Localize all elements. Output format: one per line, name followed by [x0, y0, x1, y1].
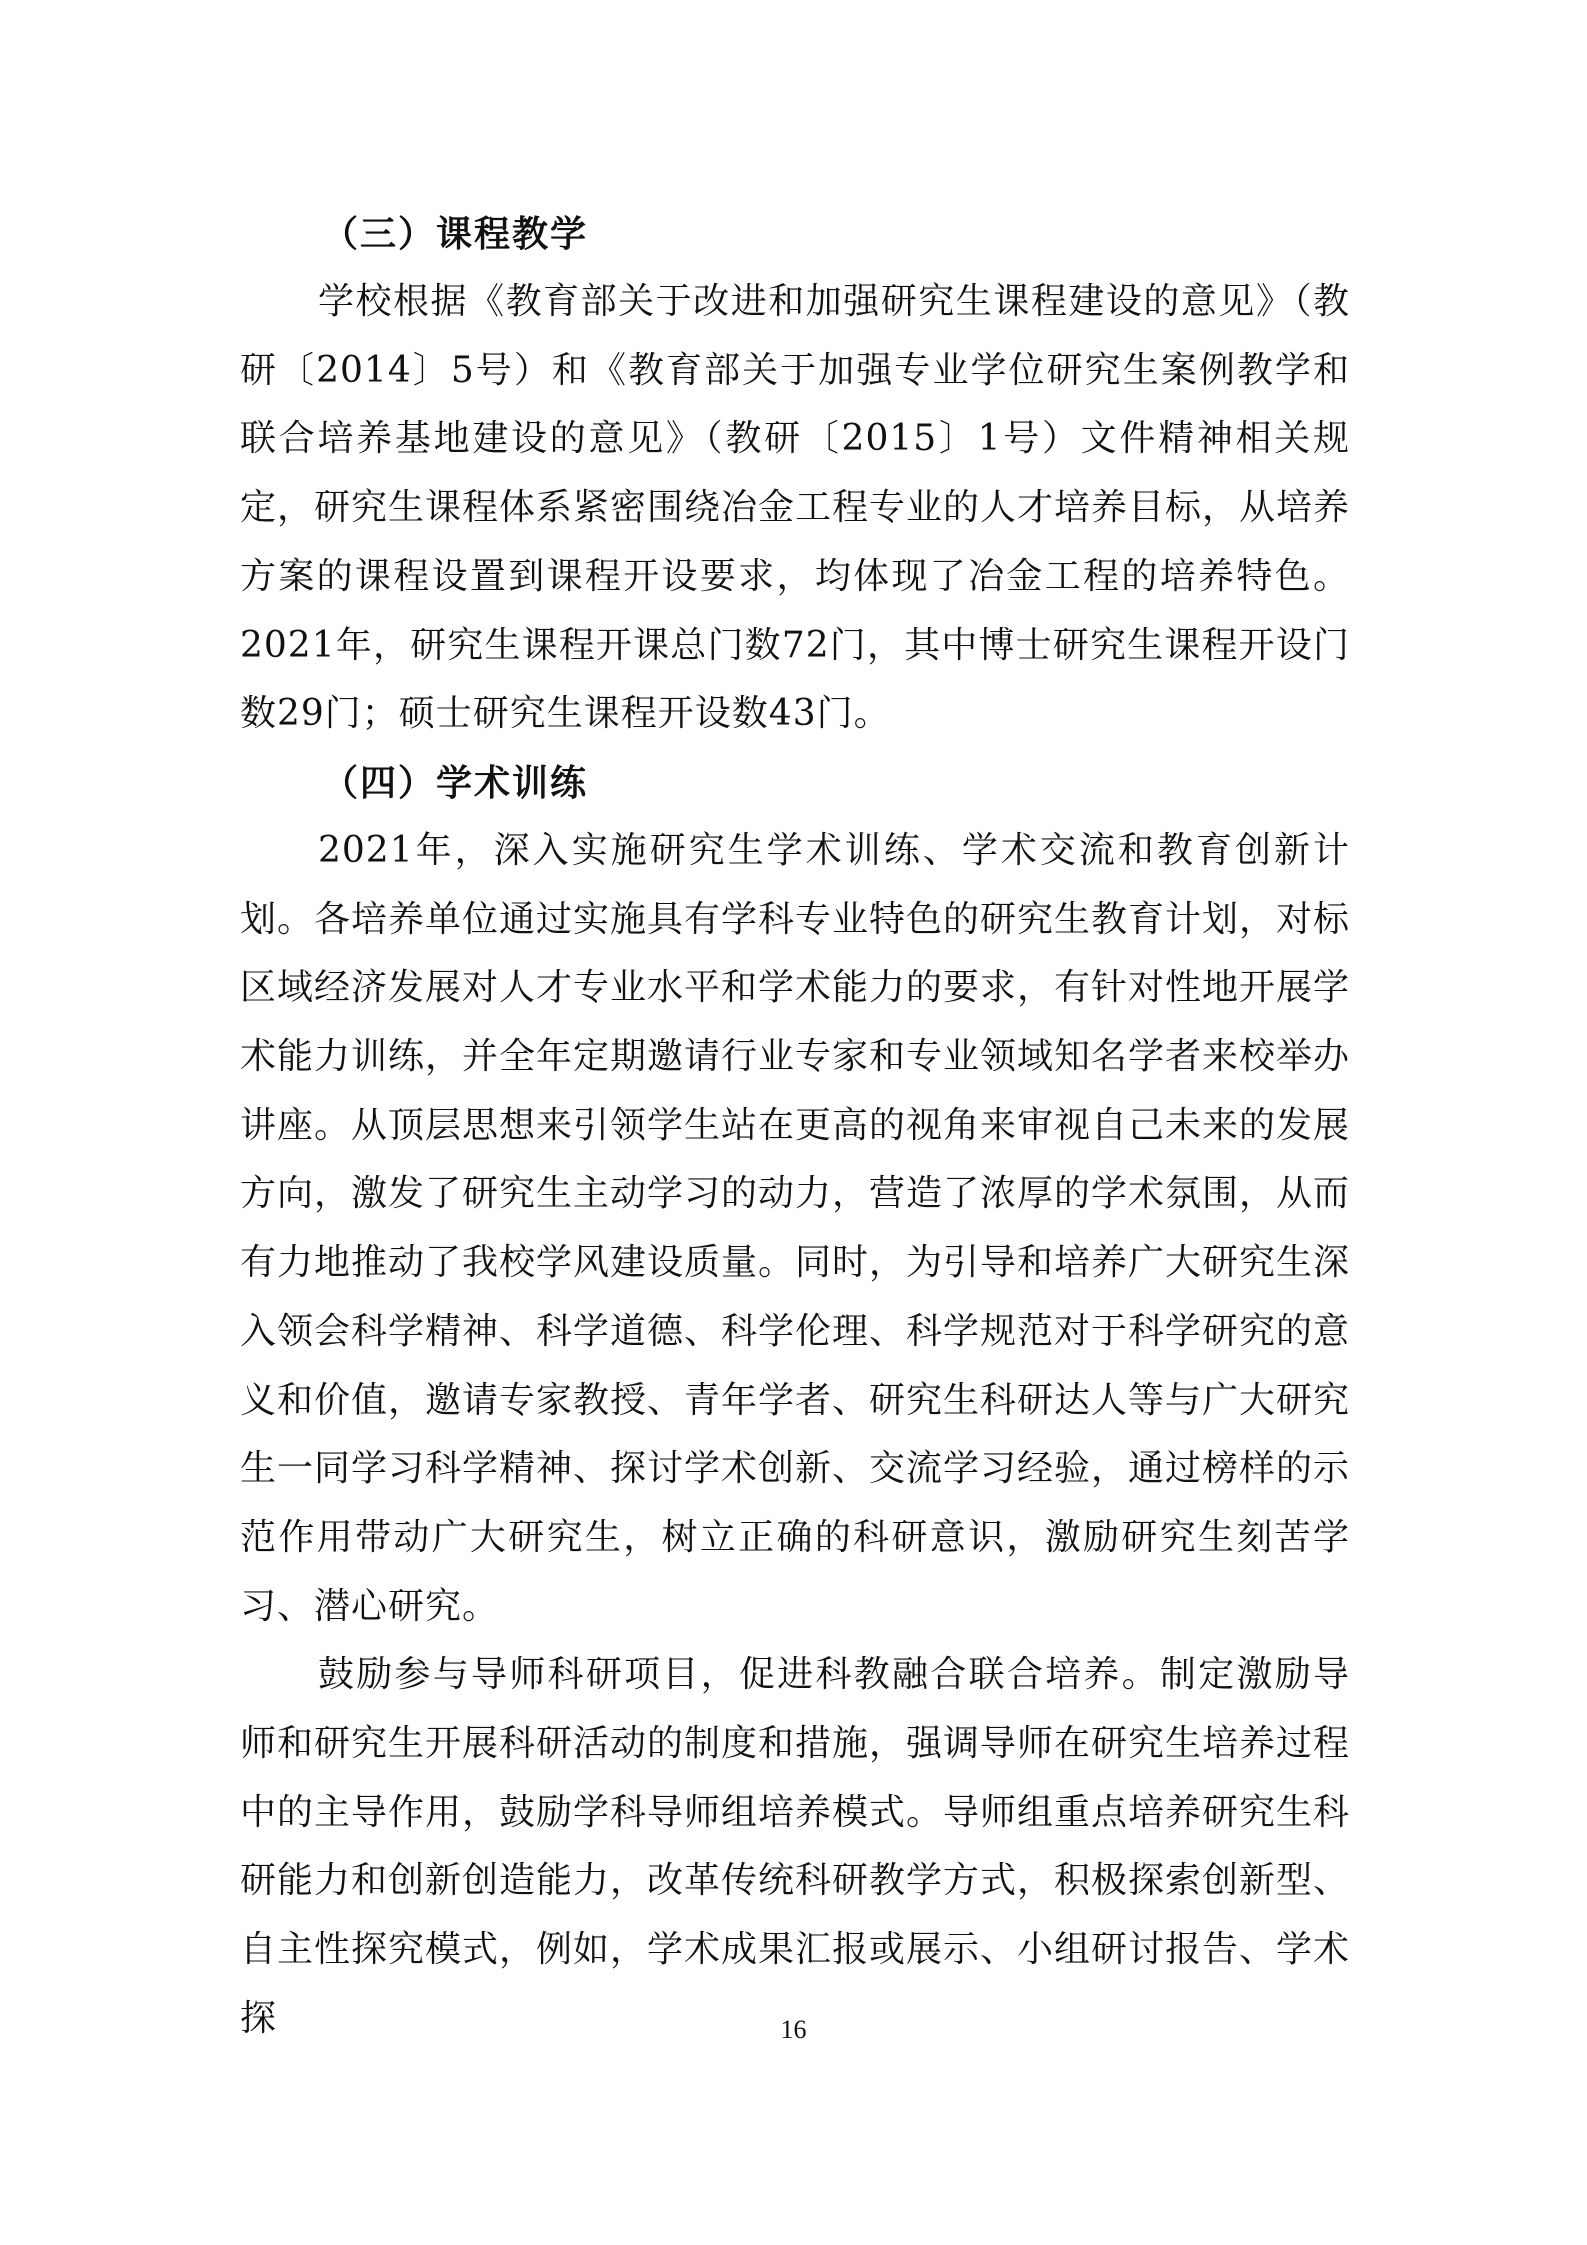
- paragraph-academic-training-2: 鼓励参与导师科研项目，促进科教融合联合培养。制定激励导师和研究生开展科研活动的制度和措施，强调导师在研究生培养过程中的主导作用，鼓励学科导师组培养模式。导师组重点培养研究生科研能力和创新创造能力，改革传统科研教学方式，积极探索创新型、自主性探究模式，例如，学术成果汇报或展示、小组研讨报告、学术探: [240, 1654, 1351, 2039]
- page-content: [240, 200, 1350, 2054]
- paragraph-course-teaching: 学校根据《教育部关于改进和加强研究生课程建设的意见》（教研〔2014〕5号）和《教育部关于加强专业学位研究生案例教学和联合培养基地建设的意见》（教研〔2015〕1号）文件精神相关规定，研究生课程体系紧密围绕冶金工程专业的人才培养目标，从培养方案的课程设置到课程开设要求，均体现了冶金工程的培养特色。2021年，研究生课程开课总门数72门，其中博士研究生课程开设门数29门；硕士研究生课程开设数43门。: [240, 281, 1351, 735]
- section-heading-academic-training: （四）学术训练: [322, 761, 589, 804]
- paragraph-academic-training-1: 2021年，深入实施研究生学术训练、学术交流和教育创新计划。各培养单位通过实施具有学科专业特色的研究生教育计划，对标区域经济发展对人才专业水平和学术能力的要求，有针对性地开展学术能力训练，并全年定期邀请行业专家和专业领域知名学者来校举办讲座。从顶层思想来引领学生站在更高的视角来审视自己未来的发展方向，激发了研究生主动学习的动力，营造了浓厚的学术氛围，从而有力地推动了我校学风建设质量。同时，为引导和培养广大研究生深入领会科学精神、科学道德、科学伦理、科学规范对于科学研究的意义和价值，邀请专家教授、青年学者、研究生科研达人等与广大研究生一同学习科学精神、探讨学术创新、交流学习经验，通过榜样的示范作用带动广大研究生，树立正确的科研意识，激励研究生刻苦学习、潜心研究。: [240, 829, 1351, 1627]
- page-number: 16: [780, 2015, 807, 2044]
- section-heading-course-teaching: （三）课程教学: [322, 213, 589, 255]
